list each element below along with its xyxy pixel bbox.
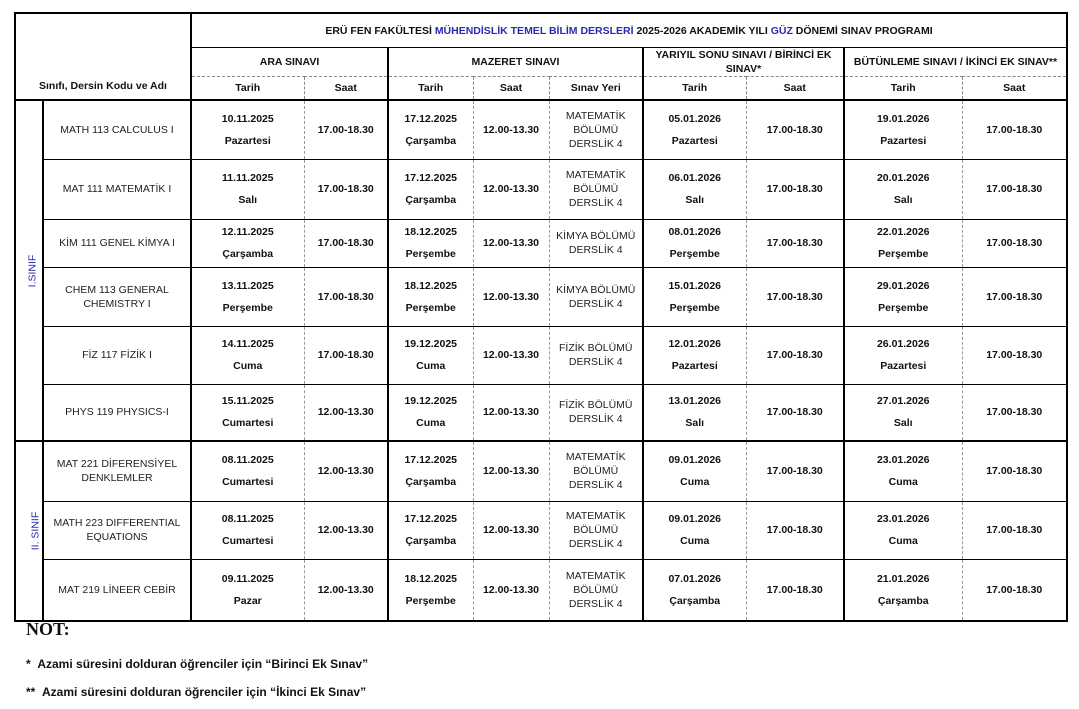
- title-term-highlight: GÜZ: [770, 24, 793, 37]
- ara-time: 12.00-13.30: [304, 501, 388, 559]
- yariyil-time: 17.00-18.30: [746, 326, 844, 384]
- exam-date: 05.01.2026: [668, 112, 722, 125]
- mazeret-date-cell: [388, 100, 473, 159]
- exam-date: 12.11.2025: [221, 226, 274, 238]
- exam-date: 19.01.2026: [876, 112, 930, 125]
- exam-day: Cumartesi: [222, 476, 274, 489]
- exam-date: 21.01.2026: [876, 572, 930, 585]
- year-label-text: II. SINIF: [29, 511, 42, 551]
- exam-date: 20.01.2026: [876, 172, 930, 184]
- exam-date: 09.01.2026: [668, 454, 722, 467]
- subheader-saat: Saat: [304, 77, 388, 101]
- year-label-text: I.SINIF: [26, 254, 39, 287]
- mazeret-date-cell: [388, 267, 473, 326]
- title-part: 2025-2026 AKADEMİK YILI: [633, 24, 771, 37]
- mazeret-date-cell: [388, 501, 473, 559]
- exam-day: Çarşamba: [405, 134, 457, 147]
- butunleme-time: 17.00-18.30: [962, 501, 1067, 559]
- exam-date: 26.01.2026: [876, 338, 930, 350]
- course-column-header: Sınıfı, Dersin Kodu ve Adı: [15, 13, 191, 100]
- ara-time: 17.00-18.30: [304, 219, 388, 267]
- mazeret-room: MATEMATİK BÖLÜMÜ DERSLİK 4: [549, 501, 643, 559]
- exam-date: 08.11.2025: [221, 454, 274, 467]
- course-row: [15, 441, 1067, 501]
- butunleme-time: 17.00-18.30: [962, 100, 1067, 159]
- exam-date: 22.01.2026: [876, 226, 930, 238]
- exam-day: Salı: [238, 194, 258, 206]
- yariyil-time: 17.00-18.30: [746, 384, 844, 441]
- course-row: [15, 100, 1067, 159]
- exam-day: Cumartesi: [222, 417, 274, 430]
- course-row: [15, 501, 1067, 559]
- mazeret-time: 12.00-13.30: [473, 441, 549, 501]
- yariyil-time: 17.00-18.30: [746, 219, 844, 267]
- course-row: [15, 219, 1067, 267]
- ara-date-cell: [191, 219, 304, 267]
- exam-day: Perşembe: [669, 248, 720, 260]
- mazeret-date-cell: [388, 159, 473, 219]
- mazeret-room: MATEMATİK BÖLÜMÜ DERSLİK 4: [549, 159, 643, 219]
- mazeret-room: MATEMATİK BÖLÜMÜ DERSLİK 4: [549, 441, 643, 501]
- exam-date: 27.01.2026: [876, 395, 930, 408]
- exam-day: Perşembe: [669, 301, 720, 314]
- exam-date: 08.01.2026: [668, 226, 722, 238]
- butunleme-time: 17.00-18.30: [962, 384, 1067, 441]
- butunleme-time: 17.00-18.30: [962, 267, 1067, 326]
- course-name: FİZ 117 FİZİK I: [43, 326, 191, 384]
- mazeret-date-cell: [388, 559, 473, 621]
- ara-date-cell: [191, 559, 304, 621]
- butunleme-time: 17.00-18.30: [962, 219, 1067, 267]
- ara-date-cell: [191, 267, 304, 326]
- yariyil-time: 17.00-18.30: [746, 501, 844, 559]
- group-header-yariyil: YARIYIL SONU SINAVI / BİRİNCİ EK SINAV*: [643, 48, 844, 77]
- subheader-tarih: Tarih: [643, 77, 746, 101]
- exam-day: Çarşamba: [669, 594, 721, 607]
- subheader-sinav-yeri: Sınav Yeri: [549, 77, 643, 101]
- butunleme-time: 17.00-18.30: [962, 441, 1067, 501]
- yariyil-date-cell: [643, 159, 746, 219]
- ara-date-cell: [191, 384, 304, 441]
- mazeret-time: 12.00-13.30: [473, 267, 549, 326]
- title-highlight: MÜHENDİSLİK TEMEL BİLİM DERSLERİ: [434, 24, 634, 37]
- exam-day: Pazartesi: [880, 134, 927, 147]
- exam-day: Pazartesi: [671, 360, 718, 372]
- yariyil-date-cell: [643, 501, 746, 559]
- yariyil-date-cell: [643, 326, 746, 384]
- exam-day: Cumartesi: [222, 535, 274, 547]
- exam-date: 18.12.2025: [404, 226, 458, 238]
- group-header-butunleme: BÜTÜNLEME SINAVI / İKİNCİ EK SINAV**: [844, 48, 1067, 77]
- mazeret-date-cell: [388, 326, 473, 384]
- exam-day: Pazar: [233, 594, 262, 607]
- exam-date: 12.01.2026: [668, 338, 722, 350]
- title-part: ERÜ FEN FAKÜLTESİ: [325, 24, 435, 37]
- course-name: MATH 113 CALCULUS I: [43, 100, 191, 159]
- exam-date: 23.01.2026: [876, 454, 930, 467]
- course-name: CHEM 113 GENERAL CHEMISTRY I: [43, 267, 191, 326]
- exam-day: Cuma: [416, 360, 446, 372]
- course-row: [15, 159, 1067, 219]
- ara-date-cell: [191, 100, 304, 159]
- course-name: MATH 223 DIFFERENTIAL EQUATIONS: [43, 501, 191, 559]
- note-text: Azami süresini dolduran öğrenciler için “Birinci Ek Sınav”: [37, 657, 369, 671]
- ara-time: 12.00-13.30: [304, 441, 388, 501]
- exam-day: Çarşamba: [405, 194, 457, 206]
- course-name: MAT 111 MATEMATİK I: [43, 159, 191, 219]
- exam-day: Salı: [685, 194, 705, 206]
- mazeret-room: MATEMATİK BÖLÜMÜ DERSLİK 4: [549, 559, 643, 621]
- yariyil-date-cell: [643, 100, 746, 159]
- exam-day: Perşembe: [405, 301, 456, 314]
- exam-date: 29.01.2026: [876, 279, 930, 292]
- butunleme-date-cell: [844, 559, 962, 621]
- ara-time: 12.00-13.30: [304, 559, 388, 621]
- course-row: [15, 384, 1067, 441]
- mazeret-date-cell: [388, 384, 473, 441]
- exam-day: Cuma: [233, 360, 263, 372]
- exam-day: Perşembe: [222, 301, 273, 314]
- subheader-saat: Saat: [962, 77, 1067, 101]
- exam-date: 09.11.2025: [221, 572, 274, 585]
- mazeret-time: 12.00-13.30: [473, 559, 549, 621]
- butunleme-date-cell: [844, 100, 962, 159]
- group-header-ara: ARA SINAVI: [191, 48, 388, 77]
- exam-day: Çarşamba: [877, 594, 929, 607]
- subheader-tarih: Tarih: [191, 77, 304, 101]
- exam-date: 17.12.2025: [404, 513, 458, 525]
- exam-date: 09.01.2026: [668, 513, 722, 525]
- mazeret-date-cell: [388, 441, 473, 501]
- mazeret-time: 12.00-13.30: [473, 501, 549, 559]
- yariyil-time: 17.00-18.30: [746, 441, 844, 501]
- ara-time: 17.00-18.30: [304, 267, 388, 326]
- course-row: [15, 326, 1067, 384]
- exam-date: 18.12.2025: [404, 572, 458, 585]
- butunleme-date-cell: [844, 384, 962, 441]
- exam-day: Pazartesi: [880, 360, 927, 372]
- ara-date-cell: [191, 441, 304, 501]
- exam-day: Cuma: [888, 476, 918, 489]
- exam-day: Çarşamba: [405, 476, 457, 489]
- exam-date: 17.12.2025: [404, 454, 458, 467]
- note-marker: **: [26, 685, 36, 699]
- mazeret-time: 12.00-13.30: [473, 100, 549, 159]
- course-name: KİM 111 GENEL KİMYA I: [43, 219, 191, 267]
- yariyil-date-cell: [643, 559, 746, 621]
- mazeret-time: 12.00-13.30: [473, 219, 549, 267]
- exam-day: Çarşamba: [222, 248, 274, 260]
- mazeret-date-cell: [388, 219, 473, 267]
- note-marker: *: [26, 657, 31, 671]
- page-title: [191, 13, 1067, 48]
- exam-day: Cuma: [680, 476, 710, 489]
- mazeret-room: KİMYA BÖLÜMÜ DERSLİK 4: [549, 267, 643, 326]
- ara-date-cell: [191, 159, 304, 219]
- ara-time: 17.00-18.30: [304, 159, 388, 219]
- mazeret-room: KİMYA BÖLÜMÜ DERSLİK 4: [549, 219, 643, 267]
- group-header-mazeret: MAZERET SINAVI: [388, 48, 643, 77]
- exam-day: Cuma: [888, 535, 918, 547]
- note-text: Azami süresini dolduran öğrenciler için “İkinci Ek Sınav”: [42, 685, 367, 699]
- exam-date: 17.12.2025: [404, 172, 458, 184]
- exam-date: 13.11.2025: [221, 279, 274, 292]
- exam-date: 15.01.2026: [668, 279, 722, 292]
- subheader-tarih: Tarih: [388, 77, 473, 101]
- mazeret-room: MATEMATİK BÖLÜMÜ DERSLİK 4: [549, 100, 643, 159]
- ara-time: 17.00-18.30: [304, 100, 388, 159]
- yariyil-time: 17.00-18.30: [746, 267, 844, 326]
- ara-time: 17.00-18.30: [304, 326, 388, 384]
- yariyil-time: 17.00-18.30: [746, 100, 844, 159]
- exam-day: Cuma: [416, 417, 446, 430]
- exam-day: Çarşamba: [405, 535, 457, 547]
- exam-day: Pazartesi: [671, 134, 718, 147]
- notes-title: NOT:: [26, 619, 70, 639]
- yariyil-date-cell: [643, 441, 746, 501]
- yariyil-date-cell: [643, 384, 746, 441]
- title-part: DÖNEMİ SINAV PROGRAMI: [792, 24, 933, 37]
- course-name: MAT 221 DİFERENSİYEL DENKLEMLER: [43, 441, 191, 501]
- butunleme-date-cell: [844, 501, 962, 559]
- butunleme-date-cell: [844, 159, 962, 219]
- year-label: [15, 100, 43, 441]
- exam-date: 19.12.2025: [404, 395, 458, 408]
- butunleme-time: 17.00-18.30: [962, 559, 1067, 621]
- exam-day: Perşembe: [878, 248, 929, 260]
- exam-day: Salı: [893, 417, 913, 430]
- exam-date: 07.01.2026: [668, 572, 722, 585]
- ara-date-cell: [191, 326, 304, 384]
- exam-day: Perşembe: [405, 248, 456, 260]
- year-label: [15, 441, 43, 621]
- yariyil-time: 17.00-18.30: [746, 559, 844, 621]
- exam-date: 11.11.2025: [222, 172, 274, 184]
- exam-date: 10.11.2025: [221, 112, 274, 125]
- yariyil-time: 17.00-18.30: [746, 159, 844, 219]
- exam-day: Salı: [893, 194, 913, 206]
- note-item: [26, 657, 368, 671]
- subheader-saat: Saat: [746, 77, 844, 101]
- exam-schedule-table: [14, 12, 1068, 622]
- exam-date: 14.11.2025: [221, 338, 274, 350]
- mazeret-time: 12.00-13.30: [473, 326, 549, 384]
- mazeret-room: FİZİK BÖLÜMÜ DERSLİK 4: [549, 326, 643, 384]
- exam-date: 13.01.2026: [668, 395, 722, 408]
- exam-date: 19.12.2025: [404, 338, 458, 350]
- yariyil-date-cell: [643, 219, 746, 267]
- exam-day: Cuma: [680, 535, 710, 547]
- exam-date: 18.12.2025: [404, 279, 458, 292]
- subheader-saat: Saat: [473, 77, 549, 101]
- exam-date: 06.01.2026: [668, 172, 722, 184]
- exam-day: Pazartesi: [224, 134, 271, 147]
- yariyil-date-cell: [643, 267, 746, 326]
- exam-day: Salı: [685, 417, 705, 430]
- note-item: [26, 685, 366, 699]
- butunleme-date-cell: [844, 219, 962, 267]
- course-row: [15, 267, 1067, 326]
- course-name: PHYS 119 PHYSICS-I: [43, 384, 191, 441]
- butunleme-date-cell: [844, 267, 962, 326]
- subheader-tarih: Tarih: [844, 77, 962, 101]
- exam-day: Perşembe: [878, 301, 929, 314]
- exam-date: 08.11.2025: [221, 513, 274, 525]
- butunleme-date-cell: [844, 326, 962, 384]
- butunleme-time: 17.00-18.30: [962, 326, 1067, 384]
- course-row: [15, 559, 1067, 621]
- mazeret-time: 12.00-13.30: [473, 384, 549, 441]
- exam-date: 15.11.2025: [221, 395, 274, 408]
- exam-date: 17.12.2025: [404, 112, 458, 125]
- butunleme-time: 17.00-18.30: [962, 159, 1067, 219]
- mazeret-room: FİZİK BÖLÜMÜ DERSLİK 4: [549, 384, 643, 441]
- course-name: MAT 219 LİNEER CEBİR: [43, 559, 191, 621]
- mazeret-time: 12.00-13.30: [473, 159, 549, 219]
- exam-date: 23.01.2026: [876, 513, 930, 525]
- butunleme-date-cell: [844, 441, 962, 501]
- exam-day: Perşembe: [405, 594, 456, 607]
- ara-date-cell: [191, 501, 304, 559]
- ara-time: 12.00-13.30: [304, 384, 388, 441]
